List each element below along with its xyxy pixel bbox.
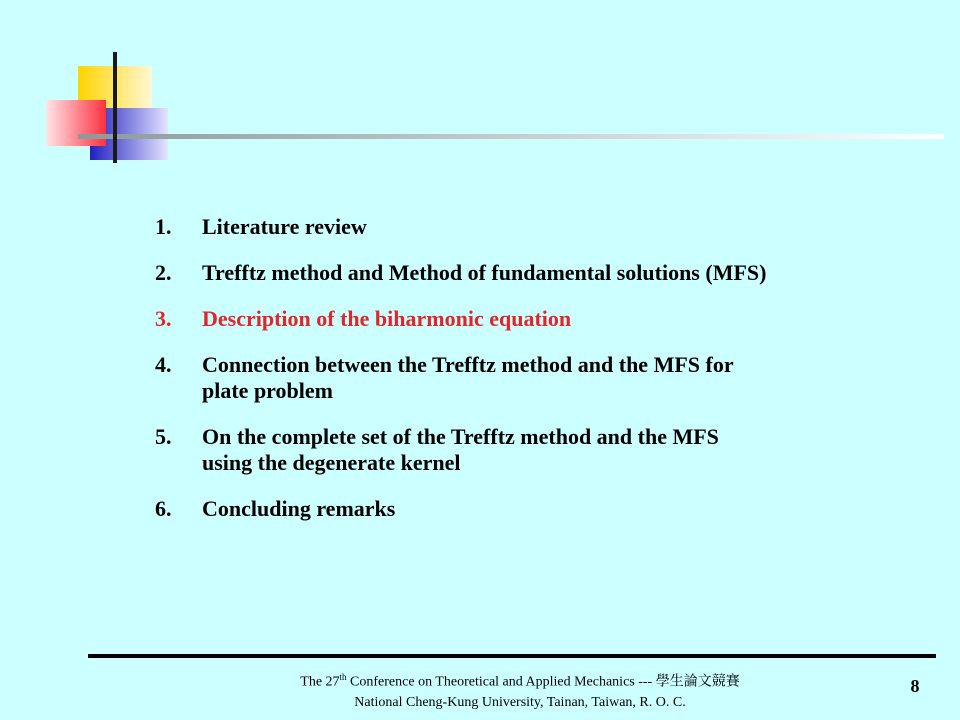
- outline-item: [155, 352, 915, 404]
- footer-university-line: National Cheng-Kung University, Tainan, Taiwan, R. O. C.: [354, 694, 686, 710]
- outline-item-text: Description of the biharmonic equation: [202, 306, 572, 331]
- title-decoration: [0, 0, 960, 200]
- outline-item-text: On the complete set of the Trefftz method and the MFS: [202, 424, 719, 449]
- footer-divider: [88, 654, 936, 658]
- outline-item-text: Literature review: [202, 214, 367, 239]
- outline-item-text: Trefftz method and Method of fundamental solutions (MFS): [202, 260, 767, 285]
- page-number: 8: [910, 676, 920, 696]
- outline-item: [155, 214, 915, 240]
- outline-list: [155, 214, 915, 542]
- title-underline: [78, 134, 944, 139]
- outline-item: [155, 496, 915, 522]
- outline-item: [155, 424, 915, 476]
- outline-item-number: 5.: [155, 424, 172, 449]
- vertical-bar: [113, 52, 117, 163]
- footer: [180, 667, 860, 713]
- outline-item-number: 1.: [155, 214, 172, 239]
- outline-item-number: 4.: [155, 352, 172, 377]
- outline-item: [155, 260, 915, 286]
- outline-item-text: plate problem: [202, 378, 333, 403]
- outline-item: [155, 306, 915, 332]
- red-square: [46, 100, 106, 146]
- outline-item-text: using the degenerate kernel: [202, 450, 461, 475]
- outline-item-text: Concluding remarks: [202, 496, 396, 521]
- outline-item-number: 2.: [155, 260, 172, 285]
- footer-conference-line: The 27th Conference on Theoretical and Applied Mechanics --- 學生論文競賽: [300, 672, 740, 690]
- outline-item-number: 6.: [155, 496, 172, 521]
- outline-item-text: Connection between the Trefftz method and the MFS for: [202, 352, 734, 377]
- outline-item-number: 3.: [155, 306, 172, 331]
